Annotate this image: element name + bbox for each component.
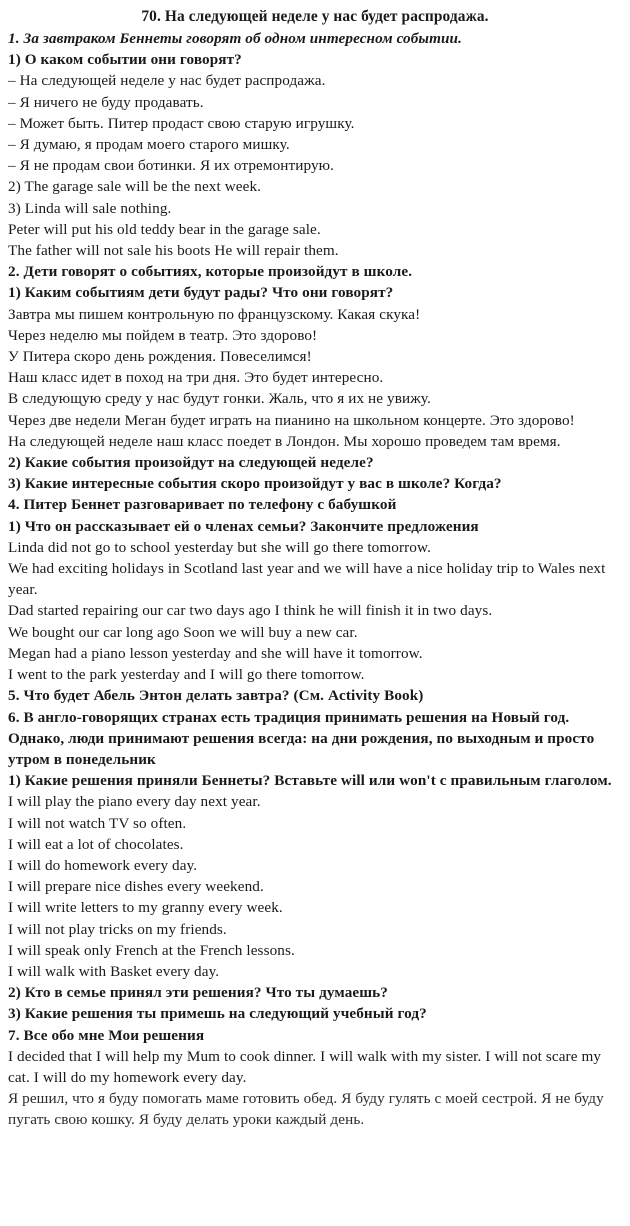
- exercise-6-heading: 6. В англо-говорящих странах есть традиция принимать решения на Новый год. Однако, люди принимают решения всегда: на дни рождения, по выходным и просто утром в понедельник: [8, 708, 599, 768]
- answer-line: I will walk with Basket every day.: [8, 962, 220, 980]
- answer-line: Dad started repairing our car two days ago I think he will finish it in two days.: [8, 602, 493, 620]
- dialogue-line: – На следующей неделе у нас будет распродажа.: [8, 72, 326, 90]
- answer-line: Я решил, что я буду помогать маме готовить обед. Я буду гулять с моей сестрой. Я не буду пугать свою кошку. Я буду делать уроки каждый день.: [8, 1090, 608, 1129]
- exercise-5-heading: 5. Что будет Абель Энтон делать завтра? (См. Activity Book): [8, 687, 424, 705]
- exercise-2-question-1: 1) Каким событиям дети будут рады? Что они говорят?: [8, 284, 394, 302]
- answer-line: I will not play tricks on my friends.: [8, 920, 227, 938]
- answer-line: 3) Linda will sale nothing.: [8, 199, 172, 217]
- answer-line: I will speak only French at the French lessons.: [8, 941, 295, 959]
- exercise-1-question-1: 1) О каком событии они говорят?: [8, 51, 242, 69]
- exercise-1-heading: 1. За завтраком Беннеты говорят об одном интересном событии.: [8, 30, 462, 47]
- answer-line: Megan had a piano lesson yesterday and she will have it tomorrow.: [8, 644, 423, 662]
- exercise-6-question-3: 3) Какие решения ты примешь на следующий учебный год?: [8, 1005, 427, 1023]
- answer-line: 2) The garage sale will be the next week.: [8, 178, 262, 196]
- answer-line: На следующей неделе наш класс поедет в Лондон. Мы хорошо проведем там время.: [8, 432, 561, 450]
- answer-line: Peter will put his old teddy bear in the garage sale.: [8, 220, 321, 238]
- answer-line: Через две недели Меган будет играть на пианино на школьном концерте. Это здорово!: [8, 411, 575, 429]
- answer-line: I will play the piano every day next year.: [8, 793, 261, 811]
- answer-line: The father will not sale his boots He will repair them.: [8, 242, 339, 260]
- answer-line: I decided that I will help my Mum to cook dinner. I will walk with my sister. I will not scare my cat. I will do my homework every day.: [8, 1047, 605, 1086]
- exercise-2-heading: 2. Дети говорят о событиях, которые произойдут в школе.: [8, 263, 413, 281]
- exercise-6-question-1: 1) Какие решения приняли Беннеты? Вставьте will или won't с правильным глаголом.: [8, 772, 612, 790]
- answer-line: Через неделю мы пойдем в театр. Это здорово!: [8, 326, 318, 344]
- exercise-4-question-1: 1) Что он рассказывает ей о членах семьи? Закончите предложения: [8, 517, 479, 535]
- answer-line: We bought our car long ago Soon we will buy a new car.: [8, 623, 358, 641]
- dialogue-line: – Может быть. Питер продаст свою старую игрушку.: [8, 114, 355, 132]
- answer-line: I will prepare nice dishes every weekend.: [8, 878, 264, 896]
- dialogue-line: – Я думаю, я продам моего старого мишку.: [8, 136, 290, 154]
- page-title: 70. На следующей неделе у нас будет распродажа.: [141, 8, 489, 25]
- exercise-2-question-3: 3) Какие интересные события скоро произойдут у вас в школе? Когда?: [8, 475, 502, 493]
- answer-line: Завтра мы пишем контрольную по французскому. Какая скука!: [8, 305, 421, 323]
- answer-line: Наш класс идет в поход на три дня. Это будет интересно.: [8, 369, 384, 387]
- answer-line: I went to the park yesterday and I will go there tomorrow.: [8, 666, 365, 684]
- answer-line: We had exciting holidays in Scotland last year and we will have a nice holiday trip to Wales next year.: [8, 560, 610, 599]
- exercise-7-heading: 7. Все обо мне Мои решения: [8, 1026, 205, 1044]
- answer-line: I will not watch TV so often.: [8, 814, 187, 832]
- exercise-2-question-2: 2) Какие события произойдут на следующей неделе?: [8, 454, 374, 472]
- answer-line: У Питера скоро день рождения. Повеселимся!: [8, 348, 312, 366]
- answer-line: I will eat a lot of chocolates.: [8, 835, 184, 853]
- answer-line: I will do homework every day.: [8, 856, 198, 874]
- dialogue-line: – Я ничего не буду продавать.: [8, 93, 204, 111]
- exercise-4-heading: 4. Питер Беннет разговаривает по телефону с бабушкой: [8, 496, 397, 514]
- answer-line: Linda did not go to school yesterday but she will go there tomorrow.: [8, 538, 431, 556]
- answer-line: В следующую среду у нас будут гонки. Жаль, что я их не увижу.: [8, 390, 431, 408]
- answer-line: I will write letters to my granny every week.: [8, 899, 283, 917]
- dialogue-line: – Я не продам свои ботинки. Я их отремонтирую.: [8, 157, 334, 175]
- exercise-6-question-2: 2) Кто в семье принял эти решения? Что ты думаешь?: [8, 984, 388, 1002]
